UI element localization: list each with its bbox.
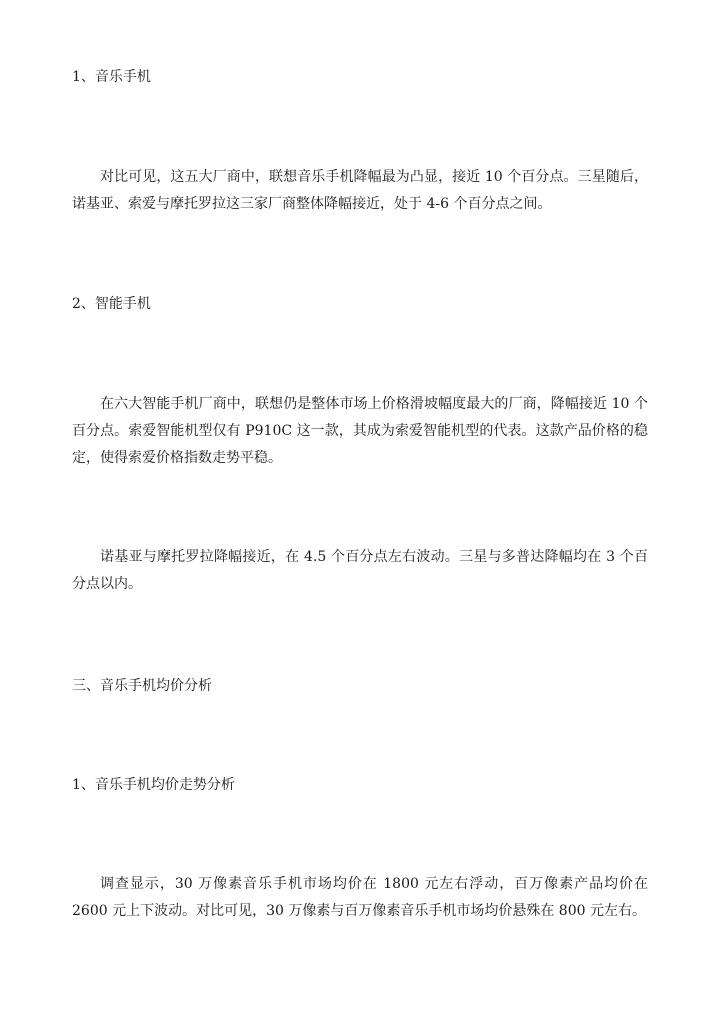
section-heading-smart-phones: 2、智能手机	[72, 296, 151, 312]
paragraph-music-phone-decline: 对比可见，这五大厂商中，联想音乐手机降幅最为凸显，接近 10 个百分点。三星随后，诺基亚、索爱与摩托罗拉这三家厂商整体降幅接近，处于 4-6 个百分点之间。	[72, 169, 648, 212]
section-heading-music-phones: 1、音乐手机	[72, 69, 151, 85]
section-heading-price-trend-analysis: 1、音乐手机均价走势分析	[72, 777, 235, 793]
paragraph-smart-phone-decline: 在六大智能手机厂商中，联想仍是整体市场上价格滑坡幅度最大的厂商，降幅接近 10 个百分点。索爱智能机型仅有 P910C 这一款，其成为索爱智能机型的代表。这款产品价格的稳定，使得索爱价格指数走势平稳。	[72, 396, 648, 466]
paragraph-nokia-motorola: 诺基亚与摩托罗拉降幅接近，在 4.5 个百分点左右波动。三星与多普达降幅均在 3 个百分点以内。	[72, 549, 648, 592]
section-heading-music-phone-price-analysis: 三、音乐手机均价分析	[72, 678, 212, 694]
paragraph-price-survey: 调查显示，30 万像素音乐手机市场均价在 1800 元左右浮动，百万像素产品均价在 2600 元上下波动。对比可见，30 万像素与百万像素音乐手机市场均价悬殊在 800 元左右。	[72, 876, 648, 919]
